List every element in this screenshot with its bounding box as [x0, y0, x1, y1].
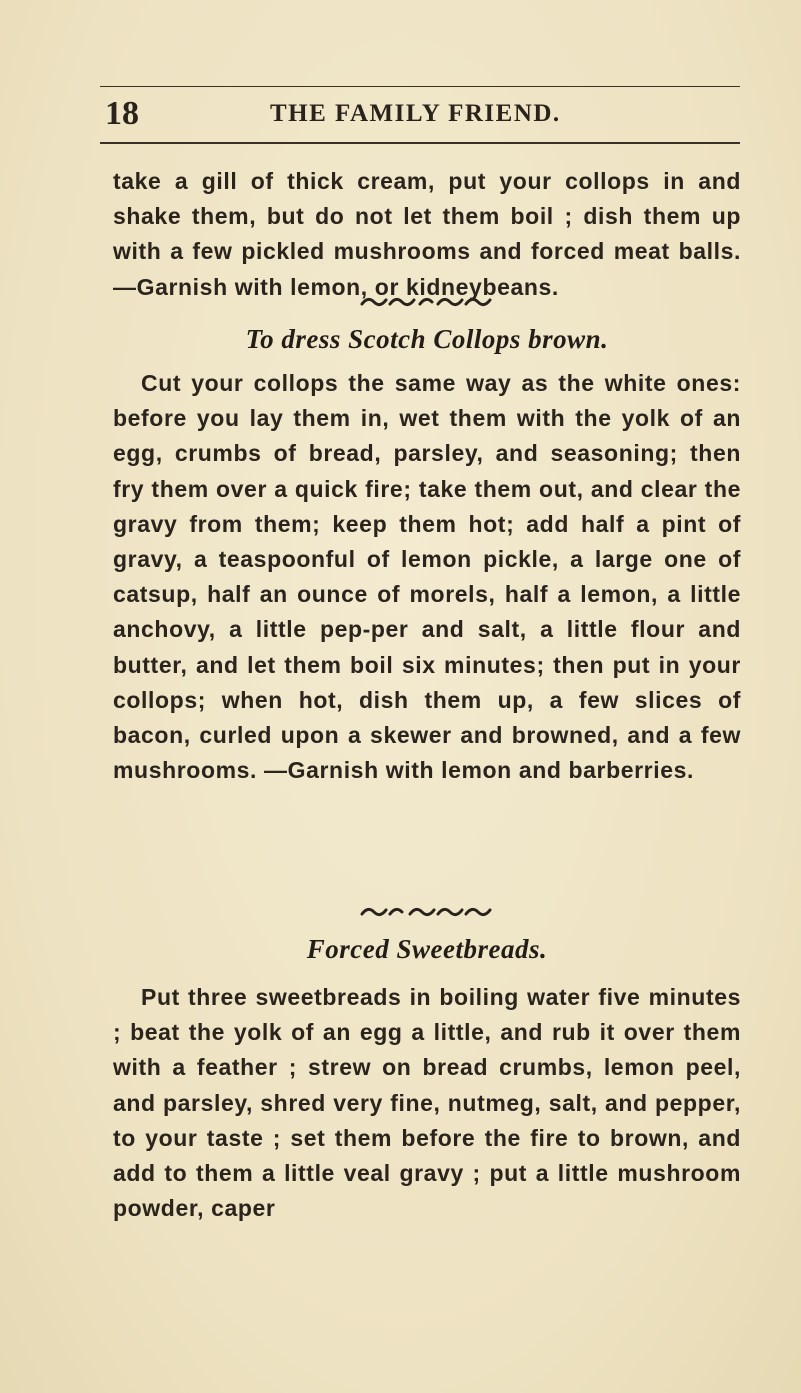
ornament-divider-1 — [360, 292, 500, 308]
page-header — [100, 92, 740, 136]
forced-sweetbreads-text: Put three sweetbreads in boiling water five minutes ; beat the yolk of an egg a little, and rub it over them with a feather ; strew on bread crumbs, lemon peel, and parsley, shred very fine, nutmeg, salt, and pepper, to your taste ; set them before the fire to brown, and add to them a little veal gravy ; put a little mushroom powder, caper — [113, 984, 741, 1222]
continuation-text: take a gill of thick cream, put your collops in and shake them, but do not let them boil ; dish them up with a few pickled mushrooms and forced meat balls.—Garnish with lemon, or kidneybeans. — [113, 168, 741, 300]
section-body-forced-sweetbreads — [113, 980, 741, 1226]
section-heading-scotch-collops: To dress Scotch Collops brown. — [245, 324, 609, 354]
running-head: THE FAMILY FRIEND. — [270, 100, 561, 127]
top-rule — [100, 86, 740, 87]
section-body-scotch-collops — [113, 366, 741, 788]
scotch-collops-text: Cut your collops the same way as the white ones: before you lay them in, wet them with the yolk of an egg, crumbs of bread, parsley, and seasoning; then fry them over a quick fire; take them out, and clear the gravy from them; keep them hot; add half a pint of gravy, a teaspoonful of lemon pickle, a large one of catsup, half an ounce of morels, half a lemon, a little anchovy, a little pep-per and salt, a little flour and butter, and let them boil six minutes; then put in your collops; when hot, dish them up, a few slices of bacon, curled upon a skewer and browned, and a few mushrooms. —Garnish with lemon and barberries. — [113, 370, 741, 784]
continuation-paragraph — [113, 164, 741, 305]
page-number: 18 — [105, 95, 139, 132]
ornament-divider-2 — [360, 902, 500, 918]
header-rule — [100, 142, 740, 144]
section-heading-forced-sweetbreads: Forced Sweetbreads. — [306, 934, 548, 964]
